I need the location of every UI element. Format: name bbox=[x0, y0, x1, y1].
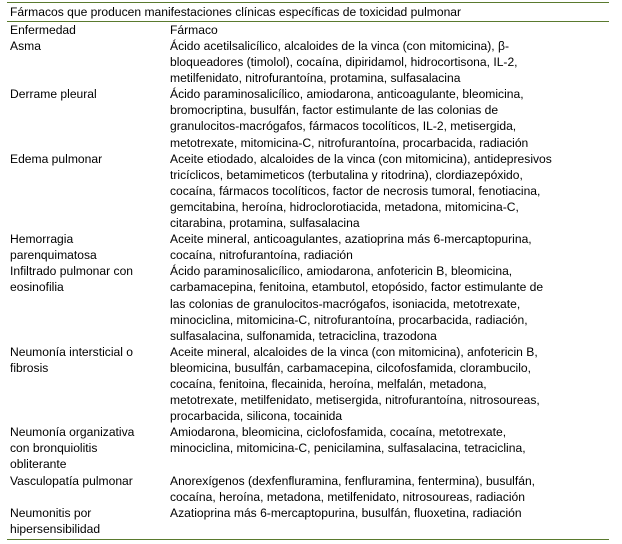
disease-line: Vasculopatía pulmonar bbox=[10, 473, 133, 488]
header-drug: Fármaco bbox=[170, 23, 218, 37]
disease-line: Hemorragia bbox=[10, 232, 74, 247]
drug-line: minociclina, mitomicina-C, penicilamina, sulfasalacina, tetraciclina, bbox=[170, 441, 526, 456]
drug-line: metotrexate, metilfenidato, metisergida, nitrofurantoína, nitrosoureas, bbox=[170, 393, 540, 408]
disease-cell bbox=[7, 38, 170, 86]
disease-cell bbox=[7, 231, 170, 263]
drug-line: bleomicina, busulfán, carbamacepina, cilcofosfamida, clorambucilo, bbox=[170, 360, 531, 375]
table-row bbox=[7, 151, 609, 231]
drug-line: Aceite mineral, alcaloides de la vinca (con mitomicina), anfotericin B, bbox=[170, 344, 538, 359]
drugs-cell bbox=[170, 151, 609, 231]
drug-line: procarbacida, silicona, tocainida bbox=[170, 409, 343, 424]
header-disease: Enfermedad bbox=[10, 23, 76, 37]
disease-line: con bronquiolitis bbox=[10, 441, 98, 456]
drug-line: Ácido paraminosalicílico, amiodarona, anfotericin B, bleomicina, bbox=[170, 264, 513, 279]
table-row bbox=[7, 38, 609, 86]
bottom-rule bbox=[7, 539, 609, 540]
drug-line: cocaína, fármacos tocolíticos, factor de necrosis tumoral, fenotiacina, bbox=[170, 183, 541, 198]
table-row bbox=[7, 86, 609, 150]
drugs-cell bbox=[170, 263, 609, 343]
drug-line: Anorexígenos (dexfenfluramina, fenfluramina, fentermina), busulfán, bbox=[170, 473, 536, 488]
drug-line: gemcitabina, heroína, hidroclorotiacida, metadona, mitomicina-C, bbox=[170, 199, 519, 214]
drug-line: cocaína, fenitoina, flecainida, heroína, melfalán, metadona, bbox=[170, 376, 487, 391]
drug-line: metotrexate, mitomicina-C, nitrofurantoína, procarbacida, radiación bbox=[170, 135, 529, 150]
disease-line: Infiltrado pulmonar con bbox=[10, 264, 134, 279]
drug-line: Ácido paraminosalicílico, amiodarona, anticoagulante, bleomicina, bbox=[170, 87, 524, 102]
disease-line: Edema pulmonar bbox=[10, 151, 103, 166]
table-row bbox=[7, 505, 609, 537]
disease-cell bbox=[7, 473, 170, 505]
drug-line: bloqueadores (timolol), cocaína, dipiridamol, hidrocortisona, IL-2, bbox=[170, 55, 518, 70]
table-header-row bbox=[7, 22, 609, 38]
table-row bbox=[7, 344, 609, 424]
disease-line: Asma bbox=[10, 39, 41, 53]
drugs-cell bbox=[170, 231, 609, 263]
drugs-cell bbox=[170, 344, 609, 424]
disease-line: Neumonía intersticial o bbox=[10, 344, 134, 359]
disease-line: hipersensibilidad bbox=[10, 521, 101, 536]
disease-cell bbox=[7, 505, 170, 537]
disease-cell bbox=[7, 151, 170, 231]
drug-line: cocaína, heroína, metadona, metilfenidato, nitrosoureas, radiación bbox=[170, 489, 525, 504]
disease-cell bbox=[7, 86, 170, 150]
drug-line: Aceite etiodado, alcaloides de la vinca (con mitomicina), antidepresivos bbox=[170, 151, 552, 166]
table-caption: Fármacos que producen manifestaciones clínicas específicas de toxicidad pulmonar bbox=[10, 5, 462, 19]
drug-line: metilfenidato, nitrofurantoína, protamina, sulfasalacina bbox=[170, 71, 461, 86]
toxicity-table bbox=[7, 2, 609, 540]
disease-line: obliterante bbox=[10, 457, 67, 472]
disease-line: fibrosis bbox=[10, 360, 49, 375]
drugs-cell bbox=[170, 86, 609, 150]
disease-line: eosinofilia bbox=[10, 280, 64, 295]
disease-cell bbox=[7, 344, 170, 424]
drug-line: Aceite mineral, anticoagulantes, azatioprina más 6-mercaptopurina, bbox=[170, 232, 532, 247]
drug-line: bromocriptina, busulfán, factor estimulante de las colonias de bbox=[170, 103, 499, 118]
drugs-cell bbox=[170, 424, 609, 472]
disease-cell bbox=[7, 263, 170, 343]
drug-line: cocaína, nitrofurantoína, radiación bbox=[170, 248, 353, 263]
drug-line: Ácido acetilsalicílico, alcaloides de la vinca (con mitomicina), β- bbox=[170, 39, 509, 53]
disease-line: Neumonitis por bbox=[10, 505, 92, 520]
disease-line: parenquimatosa bbox=[10, 248, 97, 263]
drug-line: Amiodarona, bleomicina, ciclofosfamida, cocaína, metotrexate, bbox=[170, 425, 507, 440]
table-row bbox=[7, 424, 609, 472]
drug-line: carbamacepina, fenitoina, etambutol, etopósido, factor estimulante de bbox=[170, 280, 544, 295]
table-row bbox=[7, 473, 609, 505]
drugs-cell bbox=[170, 505, 609, 537]
disease-line: Derrame pleural bbox=[10, 87, 97, 102]
drug-line: las colonias de granulocitos-macrógafos, isoniacida, metotrexate, bbox=[170, 296, 521, 311]
disease-cell bbox=[7, 424, 170, 472]
drug-line: tricíclicos, betamimeticos (terbutalina y ritodrina), clordiazepóxido, bbox=[170, 167, 523, 182]
drug-line: minociclina, mitomicina-C, nitrofurantoína, procarbacida, radiación, bbox=[170, 312, 528, 327]
disease-line: Neumonía organizativa bbox=[10, 425, 135, 440]
drug-line: granulocitos-macrógafos, fármacos tocolíticos, IL-2, metisergida, bbox=[170, 119, 517, 134]
table-row bbox=[7, 263, 609, 343]
drugs-cell bbox=[170, 473, 609, 505]
table-row bbox=[7, 231, 609, 263]
drug-line: Azatioprina más 6-mercaptopurina, busulfán, fluoxetina, radiación bbox=[170, 505, 522, 520]
drug-line: citarabina, protamina, sulfasalacina bbox=[170, 216, 360, 231]
drug-line: sulfasalacina, sulfonamida, tetraciclina, trazodona bbox=[170, 328, 437, 343]
drugs-cell bbox=[170, 38, 609, 86]
table-body bbox=[7, 38, 609, 537]
